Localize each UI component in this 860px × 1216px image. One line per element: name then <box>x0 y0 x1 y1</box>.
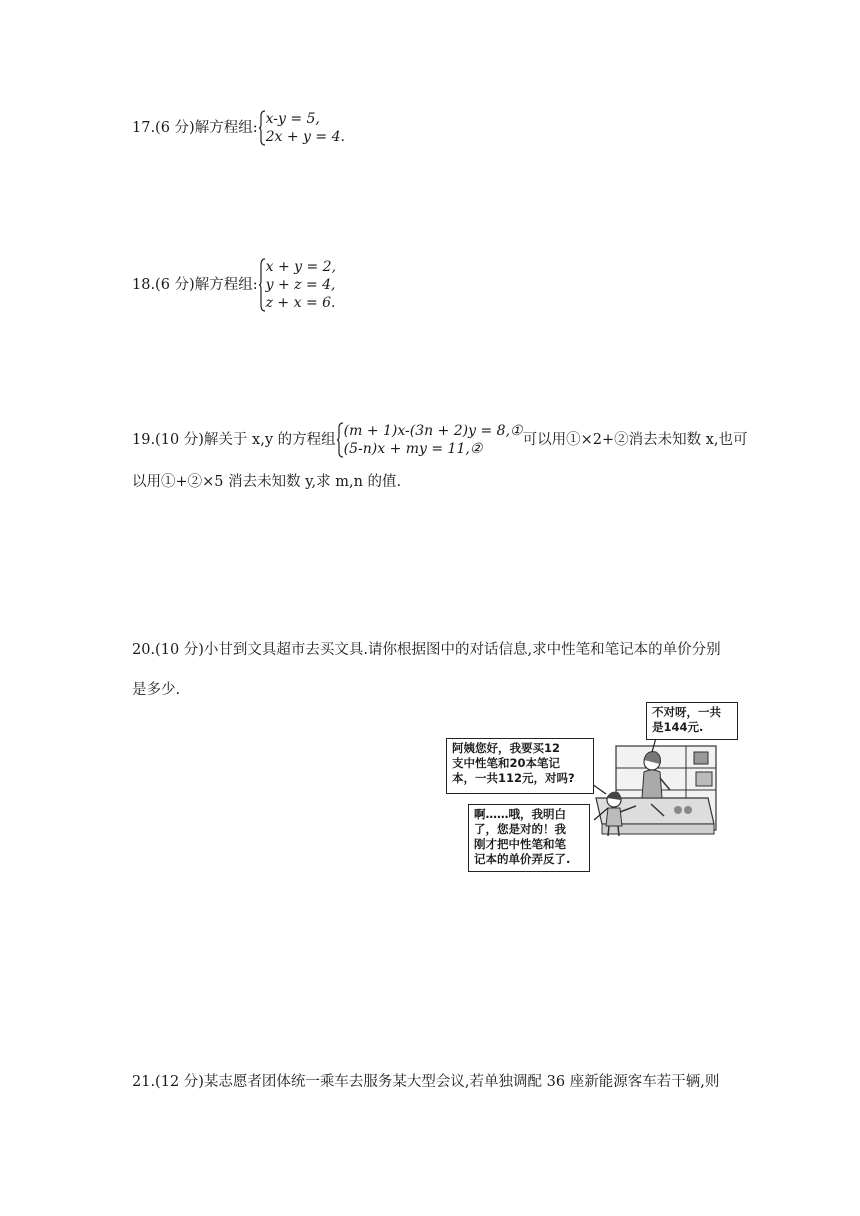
stationery-store-illustration <box>446 702 746 872</box>
equation: x + y = 2, <box>265 259 337 275</box>
question-19-lead: 19.(10 分)解关于 x,y 的方程组 <box>132 432 336 448</box>
equation: (5-n)x + my = 11,② <box>343 441 483 457</box>
equation: x-y = 5, <box>265 111 320 127</box>
speech-bubble-boy-question: 阿姨您好，我要买12 支中性笔和20本笔记 本，一共112元，对吗? <box>446 738 594 794</box>
equation-system-19 <box>344 422 523 458</box>
question-19-tail: 可以用①×2+②消去未知数 x,也可 <box>522 432 748 448</box>
question-18-lead: 18.(6 分)解方程组: <box>132 277 258 293</box>
question-21-line1: 21.(12 分)某志愿者团体统一乘车去服务某大型会议,若单独调配 36 座新能源客车若干辆,则 <box>132 1074 720 1090</box>
speech-bubble-boy-answer: 啊……哦，我明白 了，您是对的！我 刚才把中性笔和笔 记本的单价弄反了. <box>468 804 590 872</box>
brace-icon <box>258 258 266 312</box>
brace-icon <box>258 110 266 146</box>
question-19-line2: 以用①+②×5 消去未知数 y,求 m,n 的值. <box>132 474 402 490</box>
question-20-line1: 20.(10 分)小甘到文具超市去买文具.请你根据图中的对话信息,求中性笔和笔记本的单价分别 <box>132 642 721 658</box>
speech-bubble-clerk: 不对呀，一共 是144元. <box>646 702 738 740</box>
equation-system-18 <box>266 258 336 312</box>
equation: (m + 1)x-(3n + 2)y = 8,① <box>343 423 523 439</box>
question-17 <box>132 110 345 146</box>
brace-icon <box>336 422 344 458</box>
equation: y + z = 4, <box>265 277 336 293</box>
question-20-line2: 是多少. <box>132 682 181 698</box>
equation: 2x + y = 4. <box>265 129 345 145</box>
equation: z + x = 6. <box>265 295 336 311</box>
question-19 <box>132 422 748 458</box>
equation-system-17 <box>266 110 345 146</box>
question-17-lead: 17.(6 分)解方程组: <box>132 120 258 136</box>
question-18 <box>132 258 336 312</box>
